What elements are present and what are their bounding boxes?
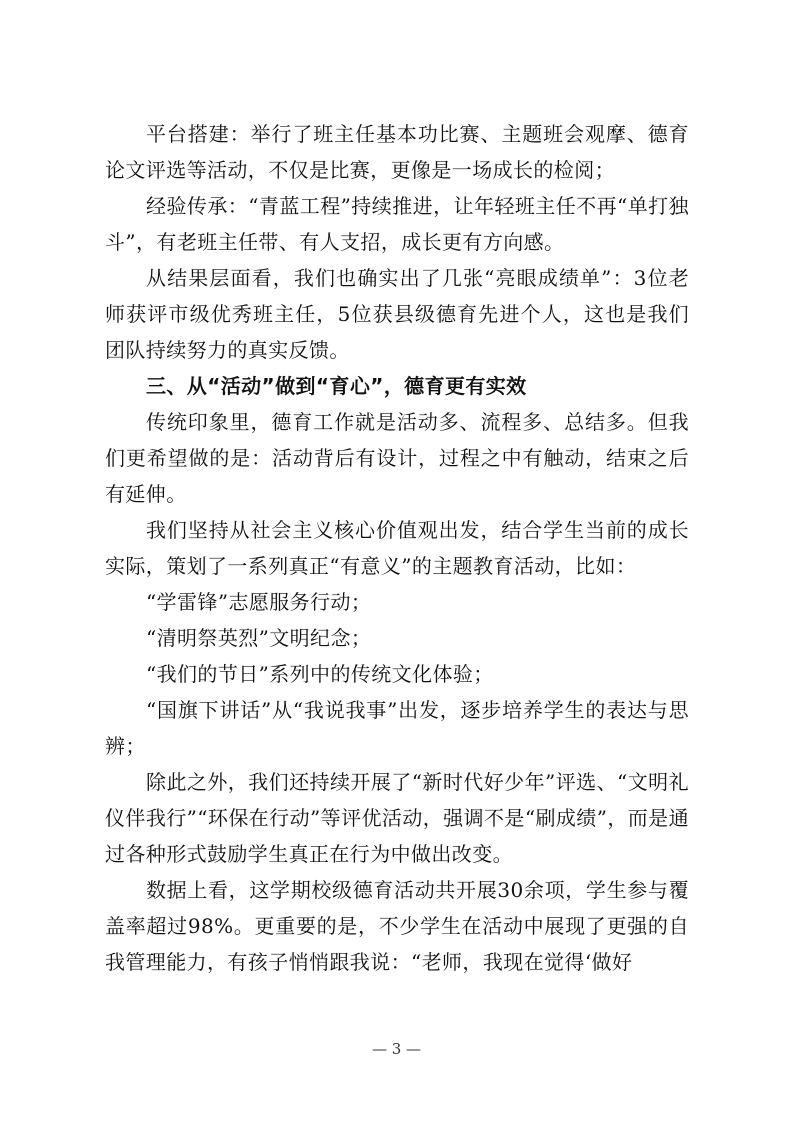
list-item: “学雷锋”志愿服务行动； [146,590,372,614]
list-item: “清明祭英烈”文明纪念； [146,626,372,650]
paragraph-data: 数据上看，这学期校级德育活动共开展30余项，学生参与覆盖率超过98%。更重要的是，不少学生在活动中展现了更强的自我管理能力，有孩子悄悄跟我说：“老师，我现在觉得‘做好 [105,878,689,974]
paragraph-results: 从结果层面看，我们也确实出了几张“亮眼成绩单”：3位老师获评市级优秀班主任，5位获县级德育先进个人，这也是我们团队持续努力的真实反馈。 [105,266,689,362]
paragraph-impression: 传统印象里，德育工作就是活动多、流程多、总结多。但我们更希望做的是：活动背后有设计，过程之中有触动，结束之后有延伸。 [105,410,689,506]
list-item: “我们的节日”系列中的传统文化体验； [146,662,494,686]
list-item: “国旗下讲话”从“我说我事”出发，逐步培养学生的表达与思辨； [105,698,689,758]
document-body [105,116,689,980]
paragraph-experience: 经验传承：“青蓝工程”持续推进，让年轻班主任不再“单打独斗”，有老班主任带、有人支招，成长更有方向感。 [105,194,689,254]
paragraph-evaluation: 除此之外，我们还持续开展了“新时代好少年”评选、“文明礼仪伴我行”“环保在行动”等评优活动，强调不是“刷成绩”，而是通过各种形式鼓励学生真正在行为中做出改变。 [105,770,689,866]
paragraph-platform: 平台搭建：举行了班主任基本功比赛、主题班会观摩、德育论文评选等活动，不仅是比赛，更像是一场成长的检阅； [105,122,689,182]
section-heading: 三、从“活动”做到“育心”，德育更有实效 [146,374,527,398]
paragraph-values: 我们坚持从社会主义核心价值观出发，结合学生当前的成长实际，策划了一系列真正“有意义”的主题教育活动，比如： [105,518,689,578]
page-number: — 3 — [371,1040,422,1058]
